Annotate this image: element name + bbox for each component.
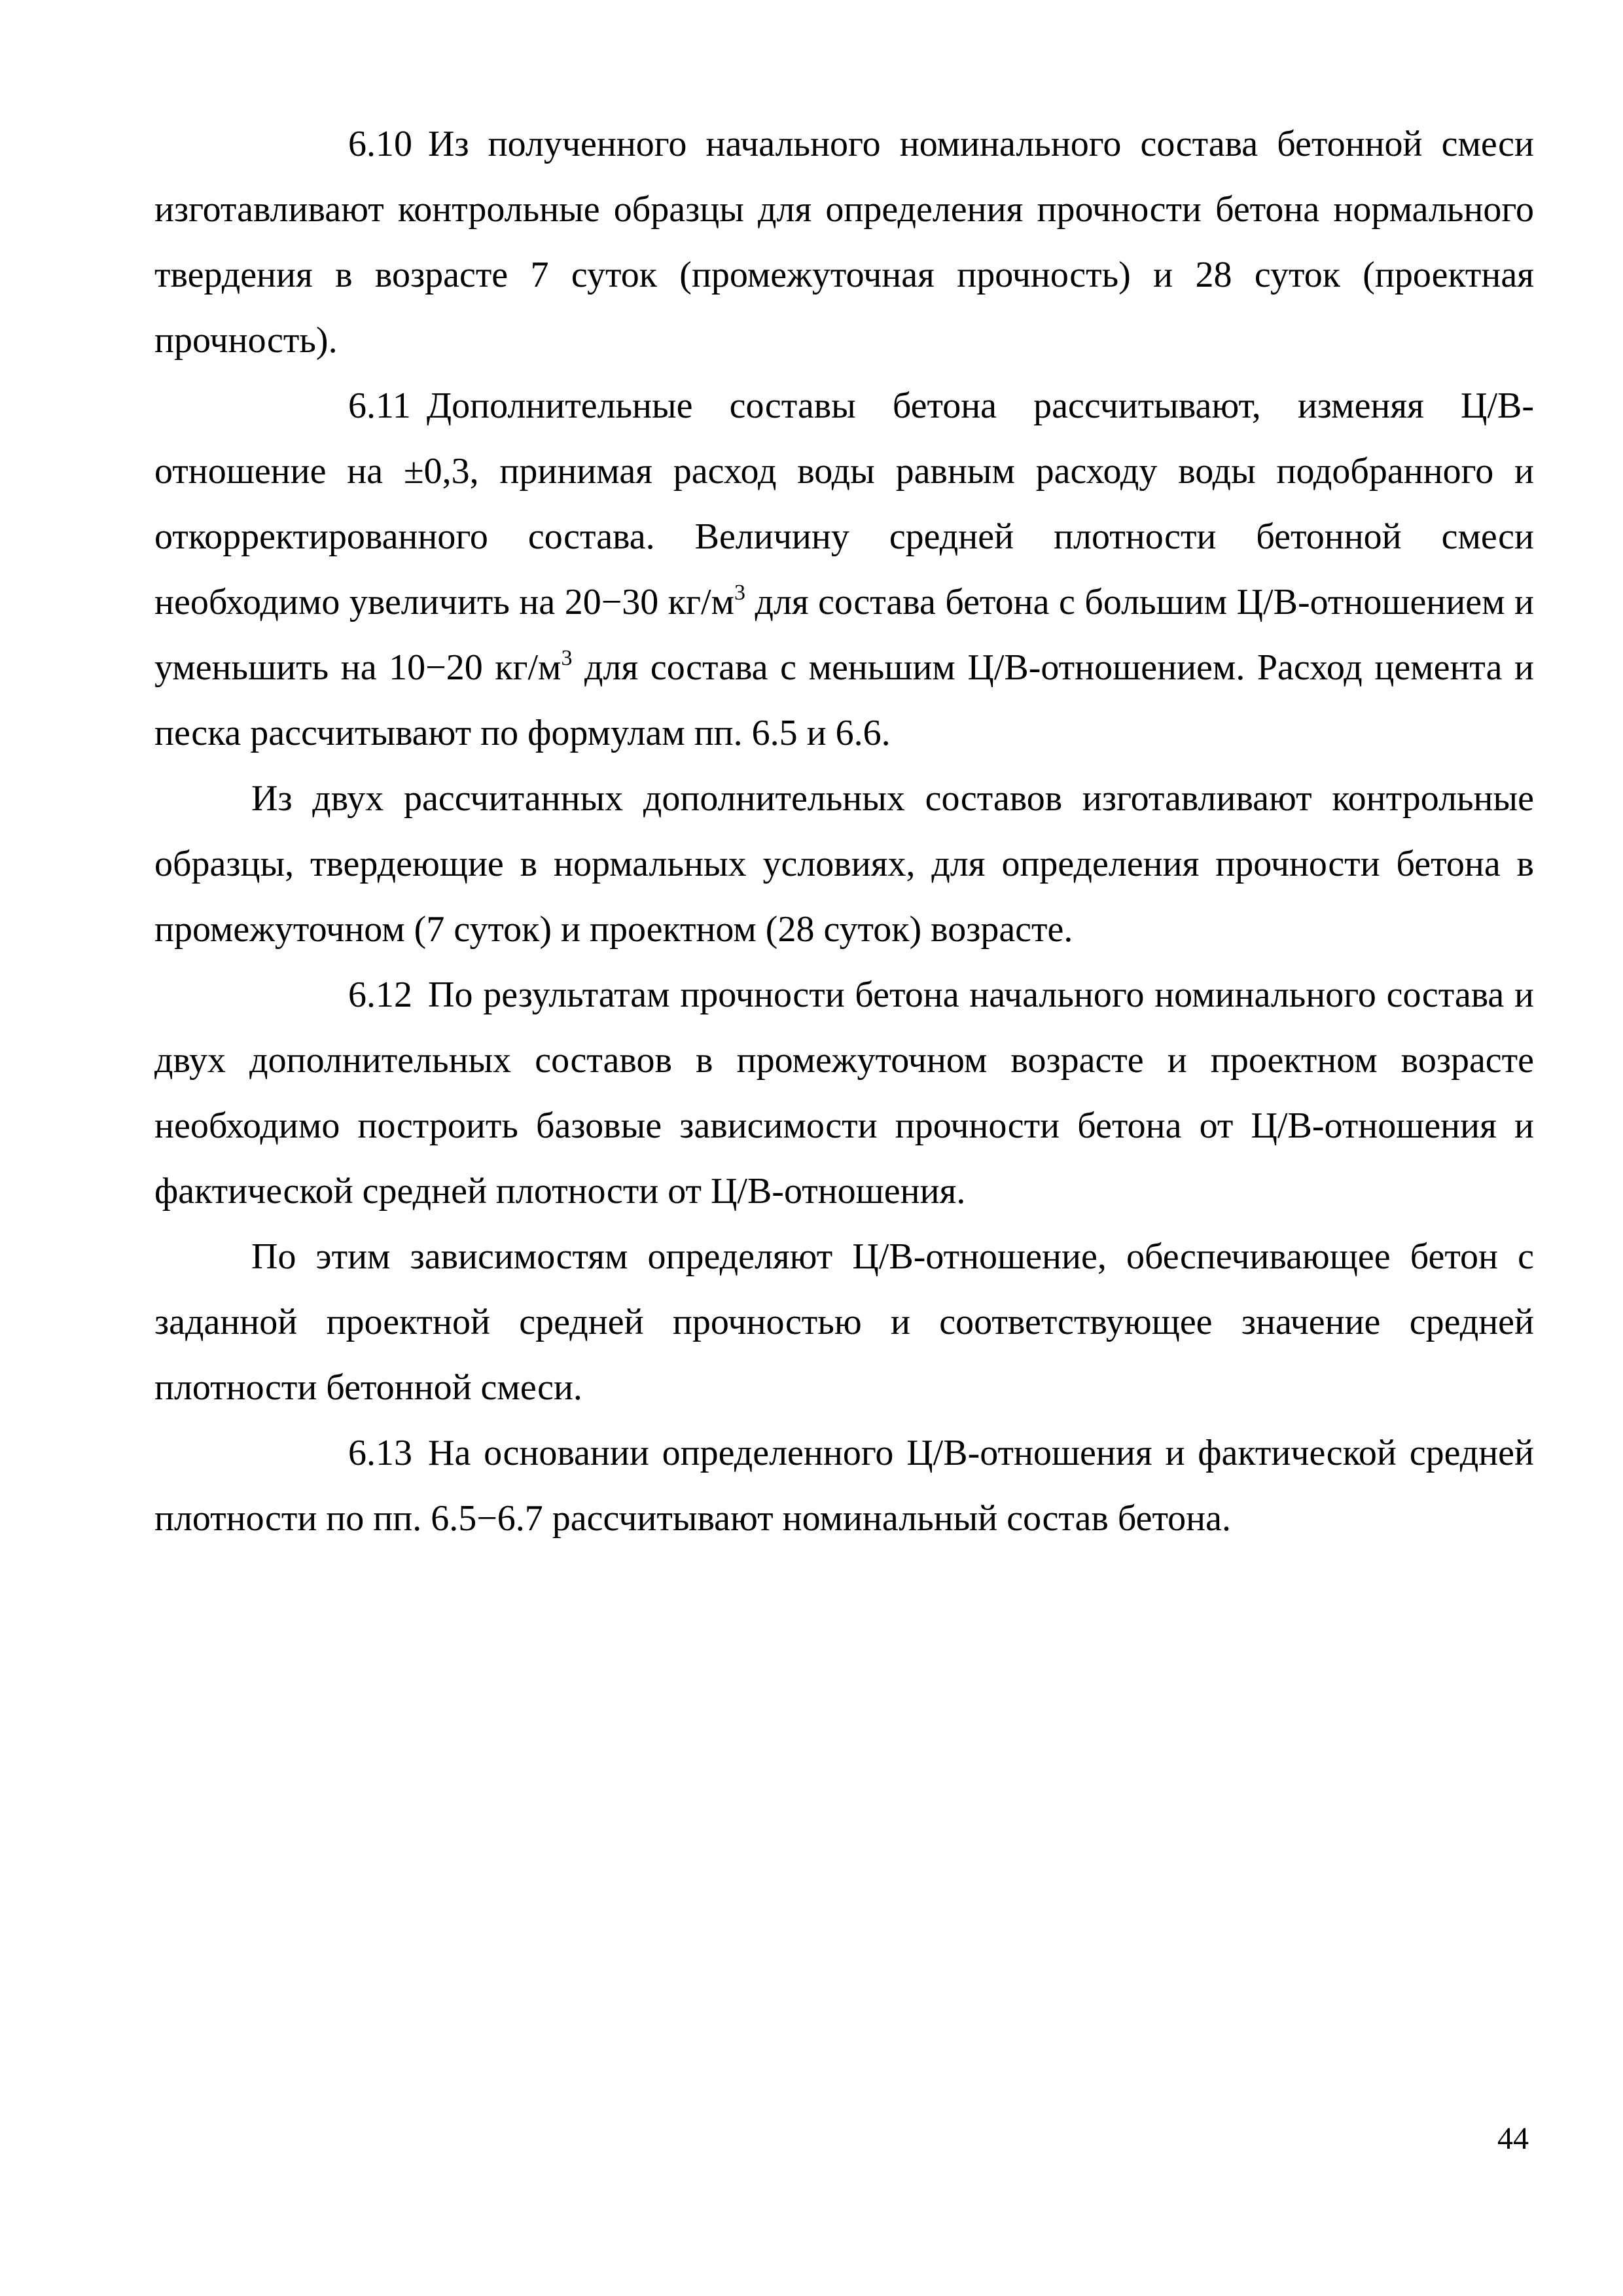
clause-number: 6.12 (348, 975, 412, 1015)
clause-number: 6.13 (348, 1433, 412, 1473)
paragraph-6-12 (154, 962, 1534, 1224)
paragraph-6-12-continued (154, 1224, 1534, 1420)
clause-number: 6.11 (348, 386, 411, 426)
superscript: 3 (734, 581, 745, 605)
superscript: 3 (561, 646, 573, 670)
paragraph-6-11 (154, 373, 1534, 766)
paragraph-6-11-continued (154, 766, 1534, 962)
paragraph-text: Из полученного начального номинального состава бетонной смеси изготавливают контрольные образцы для определения прочности бетона нормального твердения в возрасте 7 суток (промежуточная прочность) и 28 суток (проектная прочность). (154, 124, 1534, 361)
paragraph-text: На основании определенного Ц/В-отношения и фактической средней плотности по пп. 6.5−6.7 рассчитывают номинальный состав бетона. (154, 1433, 1534, 1539)
paragraph-text-part: для состава с меньшим Ц/В-отношением. Расход цемента и песка рассчитывают по формулам пп. 6.5 и 6.6. (154, 647, 1534, 753)
paragraph-text: По этим зависимостям определяют Ц/В-отношение, обеспечивающее бетон с заданной проектной средней прочностью и соответствующее значение средней плотности бетонной смеси. (154, 1236, 1534, 1408)
paragraph-text-part: Дополнительные составы бетона рассчитывают, изменяя Ц/В-отношение на ±0,3, принимая расход воды равным расходу воды подобранного и откорректированного состава. Величину средней плотности бетонной смеси необходимо увеличить на 20−30 кг/м (154, 386, 1534, 622)
document-body (154, 111, 1534, 1551)
paragraph-6-13 (154, 1420, 1534, 1551)
paragraph-text: Из двух рассчитанных дополнительных составов изготавливают контрольные образцы, твердеющие в нормальных условиях, для определения прочности бетона в промежуточном (7 суток) и проектном (28 суток) возрасте. (154, 778, 1534, 950)
paragraph-6-10 (154, 111, 1534, 373)
clause-number: 6.10 (348, 124, 412, 164)
paragraph-text: По результатам прочности бетона начального номинального состава и двух дополнительных составов в промежуточном возрасте и проектном возрасте необходимо построить базовые зависимости прочности бетона от Ц/В-отношения и фактической средней плотности от Ц/В-отношения. (154, 975, 1534, 1211)
paragraph-text-part: для состава бетона с большим Ц/В-отношением и уменьшить на 10−20 кг/м (154, 582, 1534, 688)
page-number: 44 (1497, 2121, 1529, 2156)
